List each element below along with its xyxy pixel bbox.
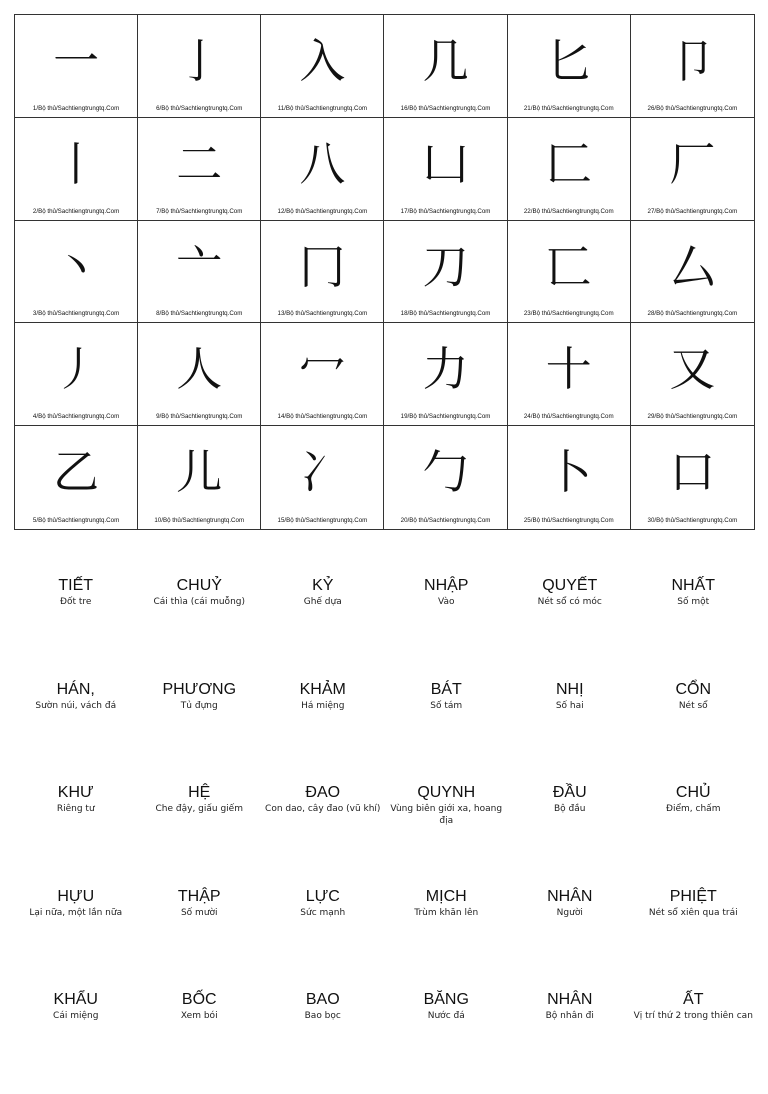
radical-caption: 7/Bộ thủ/Sachtiengtrungtq.Com [156, 207, 243, 215]
radical-caption: 30/Bộ thủ/Sachtiengtrungtq.Com [647, 517, 738, 524]
radical-caption: 18/Bộ thủ/Sachtiengtrungtq.Com [400, 310, 491, 318]
radical-glyph: 丨 [53, 136, 100, 191]
radical-name: NHẬP [424, 577, 469, 594]
radical-caption: 28/Bộ thủ/Sachtiengtrungtq.Com [647, 310, 738, 318]
radical-glyph: 厂 [669, 136, 716, 191]
radical-name: TIẾT [58, 577, 94, 594]
radical-card [261, 15, 384, 118]
radical-glyph: 二 [176, 136, 223, 191]
radical-caption: 21/Bộ thủ/Sachtiengtrungtq.Com [523, 104, 614, 112]
radical-glyph: 匕 [545, 34, 592, 88]
glossary-entry [138, 680, 262, 784]
radical-glyph: 八 [299, 136, 346, 191]
radical-glyph: 乙 [53, 445, 100, 500]
radical-name: MỊCH [425, 887, 467, 905]
radical-card [261, 323, 384, 426]
radical-meaning: Bao bọc [304, 1011, 341, 1021]
radical-name: PHIỆT [669, 887, 717, 905]
radical-caption: 6/Bộ thủ/Sachtiengtrungtq.Com [156, 104, 243, 112]
glossary-entry [508, 887, 632, 991]
radical-name: LỰC [305, 887, 340, 905]
radical-name: NHẤT [671, 577, 716, 594]
radical-meaning: Người [556, 907, 583, 918]
glossary-entry [261, 783, 385, 887]
radical-name: KHẢM [299, 680, 346, 698]
radical-card [631, 221, 754, 324]
radical-meaning: Số tám [430, 700, 463, 711]
radical-card [261, 118, 384, 221]
radical-meaning: Nét sổ [678, 700, 708, 711]
radical-glyph: 卩 [669, 34, 716, 88]
radical-meaning: Vào [438, 597, 455, 607]
radical-caption: 10/Bộ thủ/Sachtiengtrungtq.Com [154, 517, 245, 524]
glossary-entry [138, 576, 262, 680]
radical-meaning: Bộ nhân đi [545, 1011, 594, 1021]
radical-meaning: Vùng biên giới xa, hoang địa [390, 804, 503, 826]
radical-card [15, 15, 138, 118]
radical-card [138, 426, 261, 529]
radical-name: ẤT [683, 991, 704, 1008]
radical-card [508, 221, 631, 324]
radical-meaning: Che đậy, giấu giếm [155, 804, 243, 814]
radical-name: BỐC [181, 991, 217, 1008]
radical-caption: 22/Bộ thủ/Sachtiengtrungtq.Com [523, 207, 614, 215]
glossary-entry [138, 990, 262, 1094]
glossary-entry [508, 783, 632, 887]
radical-glyph: 勹 [422, 445, 469, 500]
radical-glyph: 刀 [422, 239, 469, 294]
radical-caption: 4/Bộ thủ/Sachtiengtrungtq.Com [32, 413, 120, 421]
radical-meaning: Xem bói [180, 1011, 218, 1021]
radical-meaning: Ghế dựa [303, 597, 342, 607]
radical-caption: 17/Bộ thủ/Sachtiengtrungtq.Com [400, 207, 491, 215]
glossary-entry [261, 887, 385, 991]
radical-card [15, 118, 138, 221]
glossary-entry [261, 680, 385, 784]
radical-caption: 12/Bộ thủ/Sachtiengtrungtq.Com [277, 207, 368, 215]
radical-caption: 27/Bộ thủ/Sachtiengtrungtq.Com [647, 207, 738, 215]
radical-meaning: Riêng tư [56, 804, 95, 814]
glossary-entry [632, 887, 756, 991]
radical-meaning: Số mười [180, 907, 218, 918]
radical-caption: 26/Bộ thủ/Sachtiengtrungtq.Com [647, 104, 738, 112]
radical-meaning: Số một [677, 597, 710, 607]
radical-caption: 14/Bộ thủ/Sachtiengtrungtq.Com [277, 413, 368, 421]
radical-caption: 19/Bộ thủ/Sachtiengtrungtq.Com [400, 413, 491, 421]
radical-glyph: 人 [176, 342, 223, 397]
radical-name: CHUỶ [176, 577, 222, 594]
radical-card [138, 15, 261, 118]
radical-caption: 25/Bộ thủ/Sachtiengtrungtq.Com [523, 517, 614, 524]
radical-glyph: 入 [299, 34, 346, 88]
radical-card [384, 323, 507, 426]
glossary-entry [14, 576, 138, 680]
radical-card [508, 426, 631, 529]
glossary-entry [138, 887, 262, 991]
radical-card [384, 426, 507, 529]
glossary-entry [14, 887, 138, 991]
radical-caption: 1/Bộ thủ/Sachtiengtrungtq.Com [32, 104, 120, 112]
radical-name: ĐAO [305, 784, 341, 801]
radical-glyph: 冖 [299, 342, 346, 397]
radical-glyph: 几 [422, 34, 469, 88]
radical-card [631, 15, 754, 118]
radical-name: QUYẾT [542, 577, 598, 594]
radical-glyph: 匚 [545, 136, 592, 191]
radical-glyph: 儿 [176, 445, 223, 500]
radical-caption: 16/Bộ thủ/Sachtiengtrungtq.Com [400, 104, 491, 112]
glossary-entry [508, 576, 632, 680]
radical-caption: 23/Bộ thủ/Sachtiengtrungtq.Com [523, 310, 614, 318]
radical-glyph: 又 [669, 342, 716, 397]
radical-glyph: 冫 [299, 445, 346, 500]
radical-glyph: 匸 [545, 239, 592, 294]
radical-meaning: Cái thìa (cái muỗng) [153, 597, 245, 607]
radical-meaning: Cái miệng [53, 1011, 99, 1021]
radical-card [384, 118, 507, 221]
radical-card [631, 323, 754, 426]
glossary-entry [261, 576, 385, 680]
glossary-entry [138, 783, 262, 887]
radical-glyph: 亅 [176, 34, 223, 88]
radical-glyph: 卜 [545, 445, 592, 500]
radical-name: ĐẦU [552, 784, 587, 801]
radical-card [384, 15, 507, 118]
radical-name: BAO [305, 991, 340, 1008]
glossary-entry [385, 887, 509, 991]
radical-card [631, 426, 754, 529]
radical-meaning: Tủ đựng [180, 700, 218, 711]
radical-glyph: 口 [669, 445, 716, 500]
radical-card [15, 426, 138, 529]
radical-meaning: Sườn núi, vách đá [35, 700, 117, 711]
radical-glyph: 丶 [53, 239, 100, 294]
glossary-entry [508, 680, 632, 784]
radical-name: NHỊ [555, 680, 584, 698]
radical-caption: 8/Bộ thủ/Sachtiengtrungtq.Com [156, 310, 243, 318]
radical-caption: 3/Bộ thủ/Sachtiengtrungtq.Com [32, 310, 120, 318]
radical-meaning: Đốt tre [60, 597, 92, 607]
radical-caption: 20/Bộ thủ/Sachtiengtrungtq.Com [400, 517, 491, 524]
radical-glyph: 力 [422, 342, 469, 397]
glossary-entry [632, 576, 756, 680]
radical-name: CHỦ [675, 784, 711, 801]
radical-card [261, 221, 384, 324]
radical-meaning: Trùm khăn lên [414, 907, 479, 918]
radical-card [138, 221, 261, 324]
glossary-entry [632, 990, 756, 1094]
radical-name: HỆ [188, 784, 211, 801]
radical-name: BĂNG [423, 991, 469, 1008]
glossary-entry [14, 680, 138, 784]
glossary-entry [508, 990, 632, 1094]
radical-glyph: 一 [53, 34, 100, 88]
radical-grid [14, 14, 755, 530]
radical-meaning: Con dao, cây đao (vũ khí) [265, 804, 381, 814]
radical-glyph: 亠 [176, 239, 223, 294]
radical-glossary [14, 576, 755, 1036]
radical-name: NHÂN [547, 887, 593, 905]
radical-name: PHƯƠNG [162, 680, 237, 698]
radical-meaning: Há miệng [301, 700, 345, 711]
radical-caption: 5/Bộ thủ/Sachtiengtrungtq.Com [32, 517, 120, 524]
radical-glyph: 冂 [299, 239, 346, 294]
radical-meaning: Nước đá [427, 1011, 465, 1021]
radical-name: NHÂN [547, 991, 593, 1008]
radical-glyph: 厶 [669, 239, 716, 294]
radical-caption: 15/Bộ thủ/Sachtiengtrungtq.Com [277, 517, 368, 524]
radical-name: KHẨU [53, 991, 98, 1008]
radical-meaning: Bộ đầu [554, 804, 586, 814]
glossary-entry [261, 990, 385, 1094]
radical-name: HỰU [57, 887, 95, 905]
glossary-entry [14, 990, 138, 1094]
radical-name: CỔN [675, 680, 712, 698]
radical-card [138, 118, 261, 221]
radical-name: KỶ [312, 577, 334, 594]
radical-glyph: 十 [545, 342, 592, 397]
radical-card [631, 118, 754, 221]
glossary-entry [385, 576, 509, 680]
radical-meaning: Lại nữa, một lần nữa [29, 907, 123, 918]
glossary-entry [385, 783, 509, 887]
radical-name: BÁT [430, 680, 462, 698]
radical-name: QUYNH [417, 784, 476, 801]
glossary-entry [632, 680, 756, 784]
radical-meaning: Nét sổ xiên qua trái [648, 907, 738, 918]
radical-caption: 11/Bộ thủ/Sachtiengtrungtq.Com [277, 104, 368, 112]
radical-card [261, 426, 384, 529]
glossary-entry [385, 680, 509, 784]
glossary-entry [632, 783, 756, 887]
radical-caption: 29/Bộ thủ/Sachtiengtrungtq.Com [647, 413, 738, 421]
radical-meaning: Số hai [555, 700, 584, 711]
radical-caption: 13/Bộ thủ/Sachtiengtrungtq.Com [277, 310, 368, 318]
radical-card [15, 323, 138, 426]
radical-glyph: 丿 [53, 342, 100, 397]
glossary-entry [385, 990, 509, 1094]
radical-glyph: 凵 [422, 136, 469, 191]
radical-meaning: Điểm, chấm [666, 804, 721, 814]
radical-caption: 24/Bộ thủ/Sachtiengtrungtq.Com [523, 413, 614, 421]
radical-card [384, 221, 507, 324]
radical-card [508, 15, 631, 118]
radical-caption: 2/Bộ thủ/Sachtiengtrungtq.Com [32, 207, 120, 215]
radical-card [15, 221, 138, 324]
radical-meaning: Nét sổ có móc [537, 597, 602, 607]
radical-meaning: Vị trí thứ 2 trong thiên can [633, 1011, 753, 1021]
radical-name: THẬP [177, 887, 221, 905]
radical-card [508, 323, 631, 426]
radical-name: HÁN, [56, 680, 95, 698]
radical-card [138, 323, 261, 426]
radical-name: KHƯ [57, 784, 94, 801]
radical-meaning: Sức mạnh [300, 907, 346, 918]
radical-caption: 9/Bộ thủ/Sachtiengtrungtq.Com [156, 413, 243, 421]
glossary-entry [14, 783, 138, 887]
radical-card [508, 118, 631, 221]
